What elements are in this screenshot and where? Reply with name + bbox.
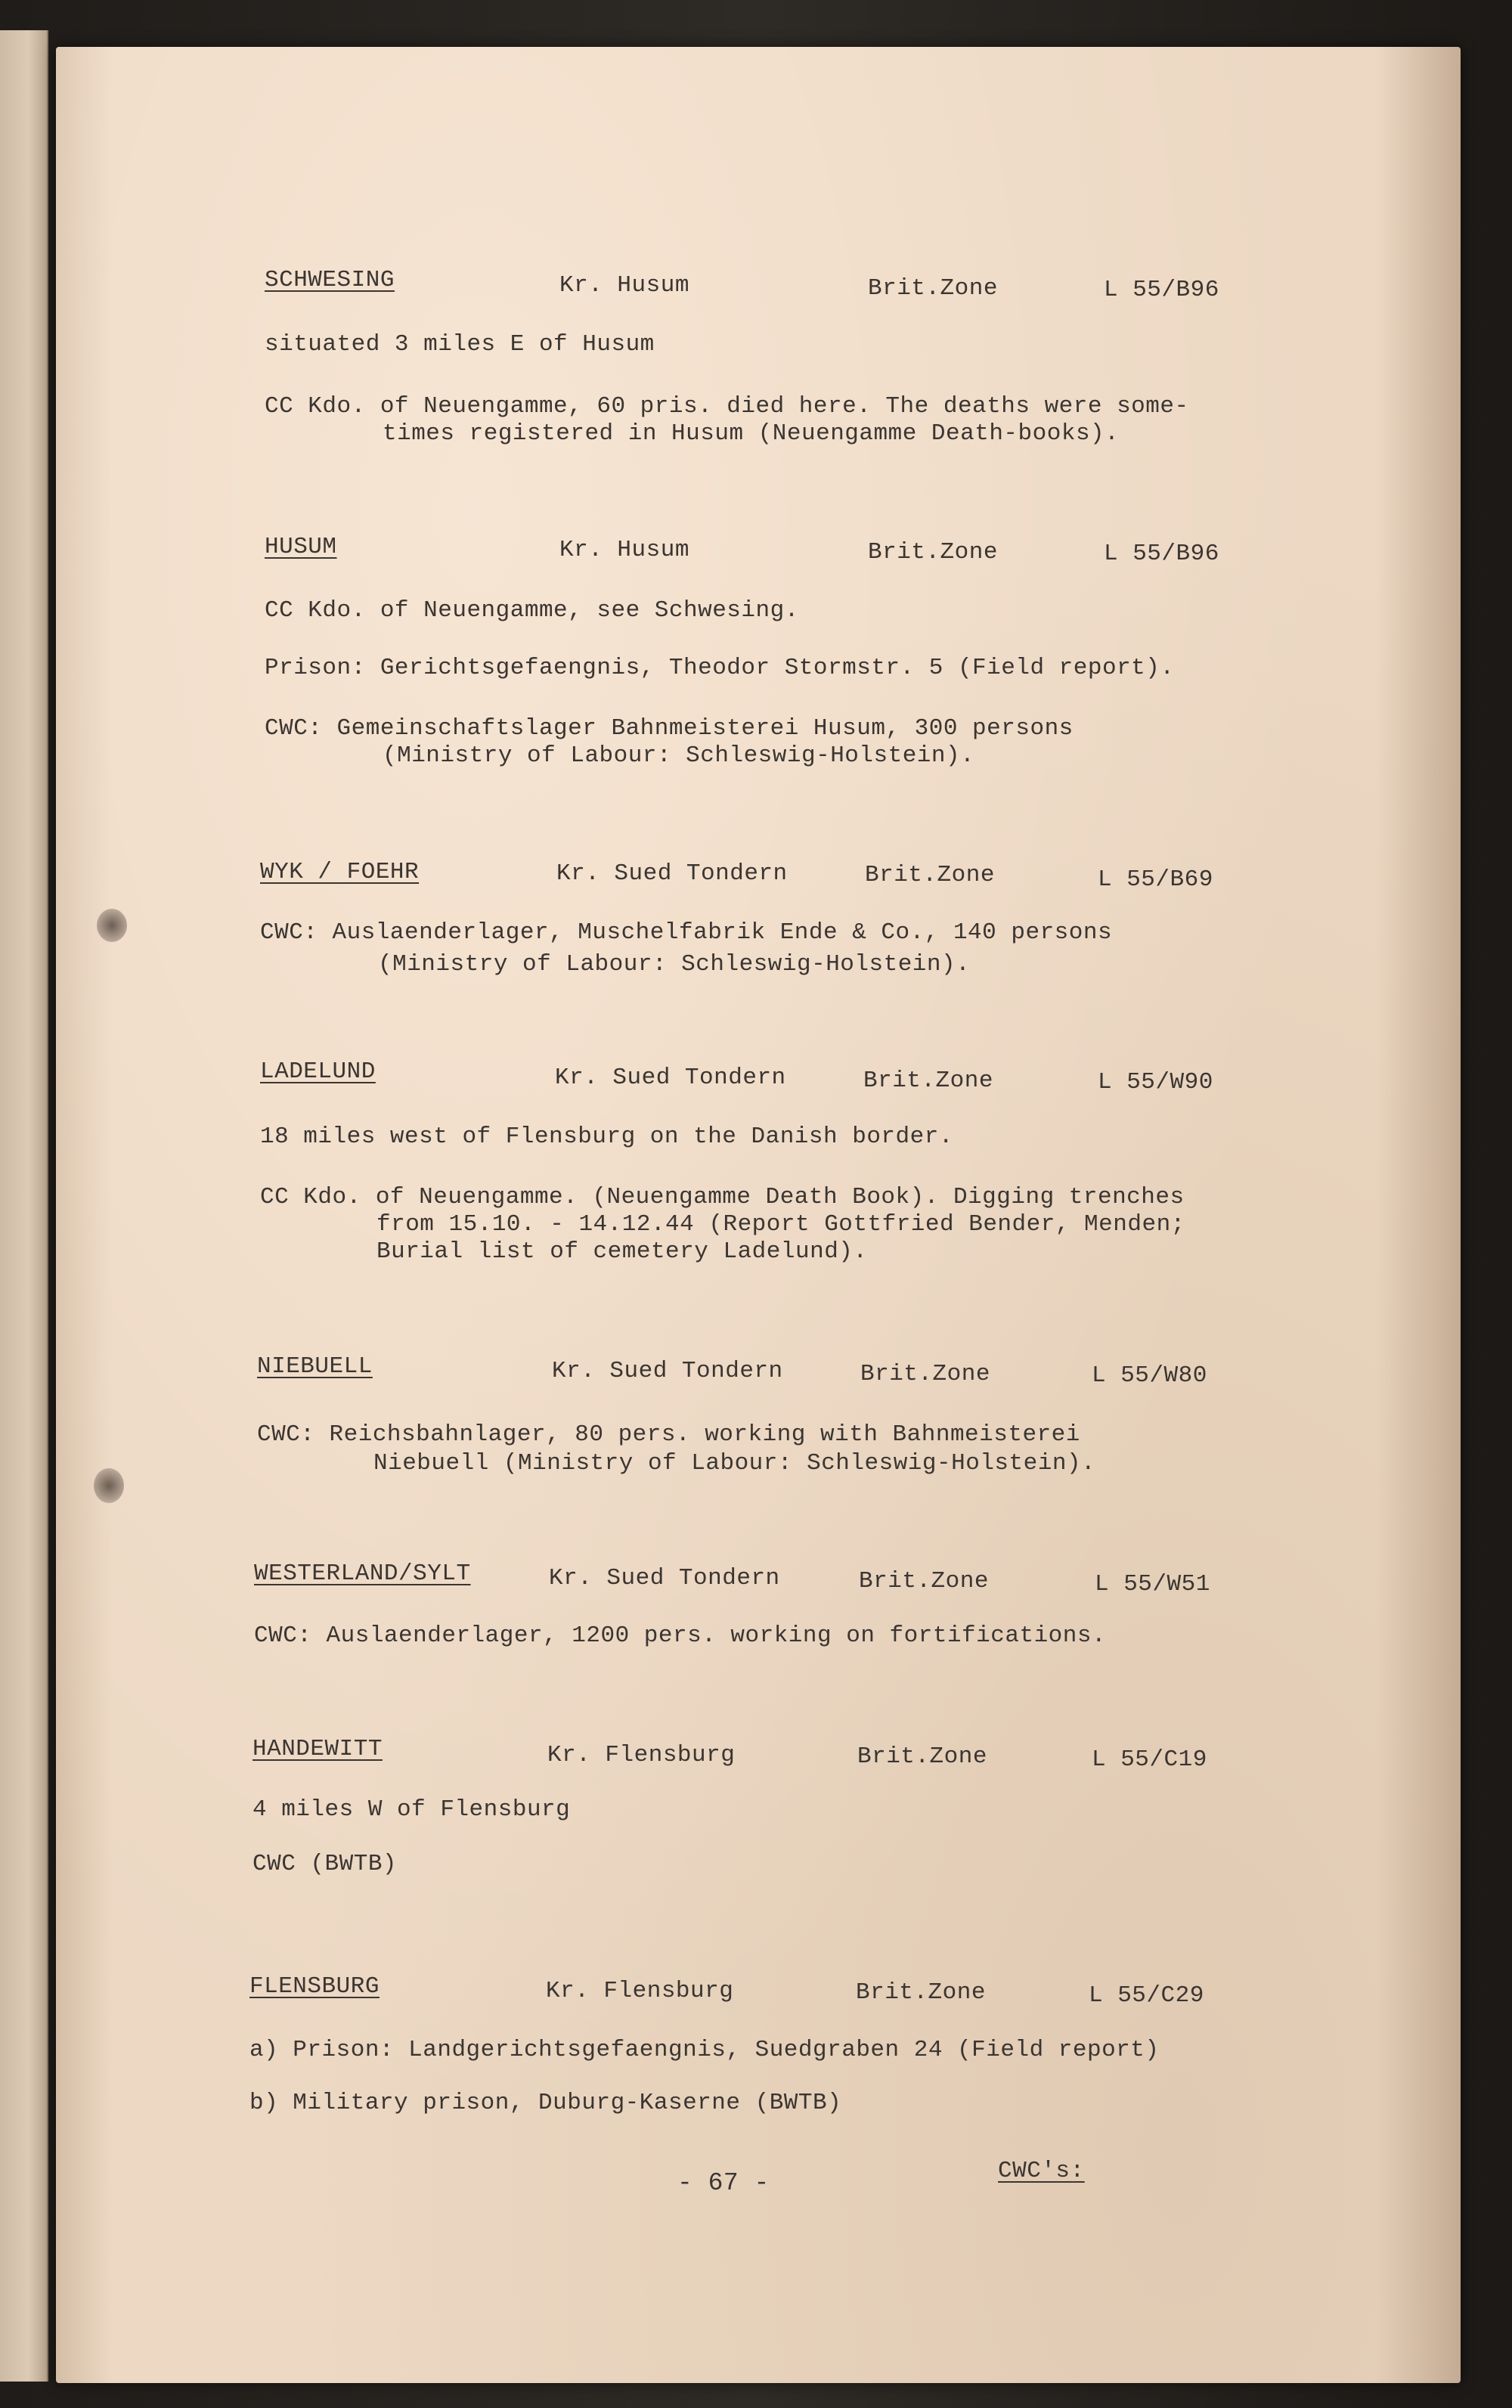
- entry-line: CC Kdo. of Neuengamme, see Schwesing.: [265, 597, 799, 624]
- district: Kr. Husum: [559, 537, 689, 563]
- district: Kr. Sued Tondern: [555, 1065, 786, 1091]
- entry-line: CC Kdo. of Neuengamme, 60 pris. died here. The deaths were some-: [265, 393, 1189, 420]
- place-name: HUSUM: [265, 534, 337, 560]
- district: Kr. Sued Tondern: [549, 1565, 780, 1591]
- entry-line: a) Prison: Landgerichtsgefaengnis, Suedgraben 24 (Field report): [249, 2037, 1160, 2063]
- reference-code: L 55/C29: [1089, 1982, 1204, 2009]
- place-name: HANDEWITT: [253, 1736, 383, 1762]
- entry-line: from 15.10. - 14.12.44 (Report Gottfried Bender, Menden;: [376, 1211, 1185, 1238]
- reference-code: L 55/B96: [1104, 541, 1219, 567]
- entry-line: Burial list of cemetery Ladelund).: [376, 1238, 868, 1265]
- district: Kr. Husum: [559, 272, 689, 299]
- reference-code: L 55/W80: [1092, 1362, 1207, 1389]
- previous-page-edge: [0, 30, 48, 2382]
- place-name: WYK / FOEHR: [260, 859, 420, 885]
- reference-code: L 55/W51: [1095, 1571, 1210, 1598]
- entry-line: times registered in Husum (Neuengamme Death-books).: [383, 420, 1120, 447]
- zone: Brit.Zone: [868, 539, 998, 566]
- reference-code: L 55/B69: [1098, 866, 1213, 893]
- entry-line: CWC (BWTB): [253, 1851, 398, 1877]
- zone: Brit.Zone: [863, 1068, 993, 1094]
- zone: Brit.Zone: [865, 862, 995, 888]
- page-number: - 67 -: [677, 2169, 770, 2197]
- binding-hole-top: [97, 909, 127, 942]
- place-name: FLENSBURG: [249, 1973, 380, 2000]
- entry-line: situated 3 miles E of Husum: [265, 331, 655, 358]
- entry-line: 18 miles west of Flensburg on the Danish border.: [260, 1123, 953, 1150]
- entry-line: (Ministry of Labour: Schleswig-Holstein).: [378, 951, 971, 978]
- place-name: SCHWESING: [265, 267, 395, 293]
- entry-line: CC Kdo. of Neuengamme. (Neuengamme Death Book). Digging trenches: [260, 1184, 1185, 1210]
- entry-line: (Ministry of Labour: Schleswig-Holstein).: [383, 742, 975, 769]
- entry-line: CWC: Auslaenderlager, 1200 pers. working on fortifications.: [254, 1622, 1107, 1649]
- place-name: NIEBUELL: [257, 1353, 373, 1380]
- place-name: LADELUND: [260, 1058, 376, 1085]
- entry-line: CWC: Reichsbahnlager, 80 pers. working with Bahnmeisterei: [257, 1421, 1080, 1448]
- zone: Brit.Zone: [857, 1743, 987, 1770]
- place-name: WESTERLAND/SYLT: [254, 1560, 471, 1587]
- district: Kr. Sued Tondern: [552, 1358, 783, 1384]
- zone: Brit.Zone: [860, 1361, 990, 1387]
- reference-code: L 55/B96: [1104, 277, 1219, 303]
- entry-line: CWC: Auslaenderlager, Muschelfabrik Ende & Co., 140 persons: [260, 919, 1113, 946]
- zone: Brit.Zone: [859, 1568, 989, 1594]
- zone: Brit.Zone: [868, 275, 998, 302]
- district: Kr. Flensburg: [547, 1742, 736, 1768]
- reference-code: L 55/W90: [1098, 1069, 1213, 1096]
- binding-hole-bottom: [94, 1468, 124, 1503]
- entry-line: Niebuell (Ministry of Labour: Schleswig-Holstein).: [373, 1450, 1096, 1477]
- entry-line: Prison: Gerichtsgefaengnis, Theodor Stormstr. 5 (Field report).: [265, 655, 1175, 681]
- district: Kr. Flensburg: [546, 1978, 734, 2004]
- entry-line: CWC: Gemeinschaftslager Bahnmeisterei Husum, 300 persons: [265, 715, 1074, 742]
- continuation-catchword: CWC's:: [998, 2158, 1085, 2184]
- zone: Brit.Zone: [856, 1979, 986, 2006]
- entry-line: 4 miles W of Flensburg: [253, 1796, 571, 1823]
- reference-code: L 55/C19: [1092, 1746, 1207, 1773]
- district: Kr. Sued Tondern: [556, 860, 788, 887]
- entry-line: b) Military prison, Duburg-Kaserne (BWTB): [249, 2090, 842, 2116]
